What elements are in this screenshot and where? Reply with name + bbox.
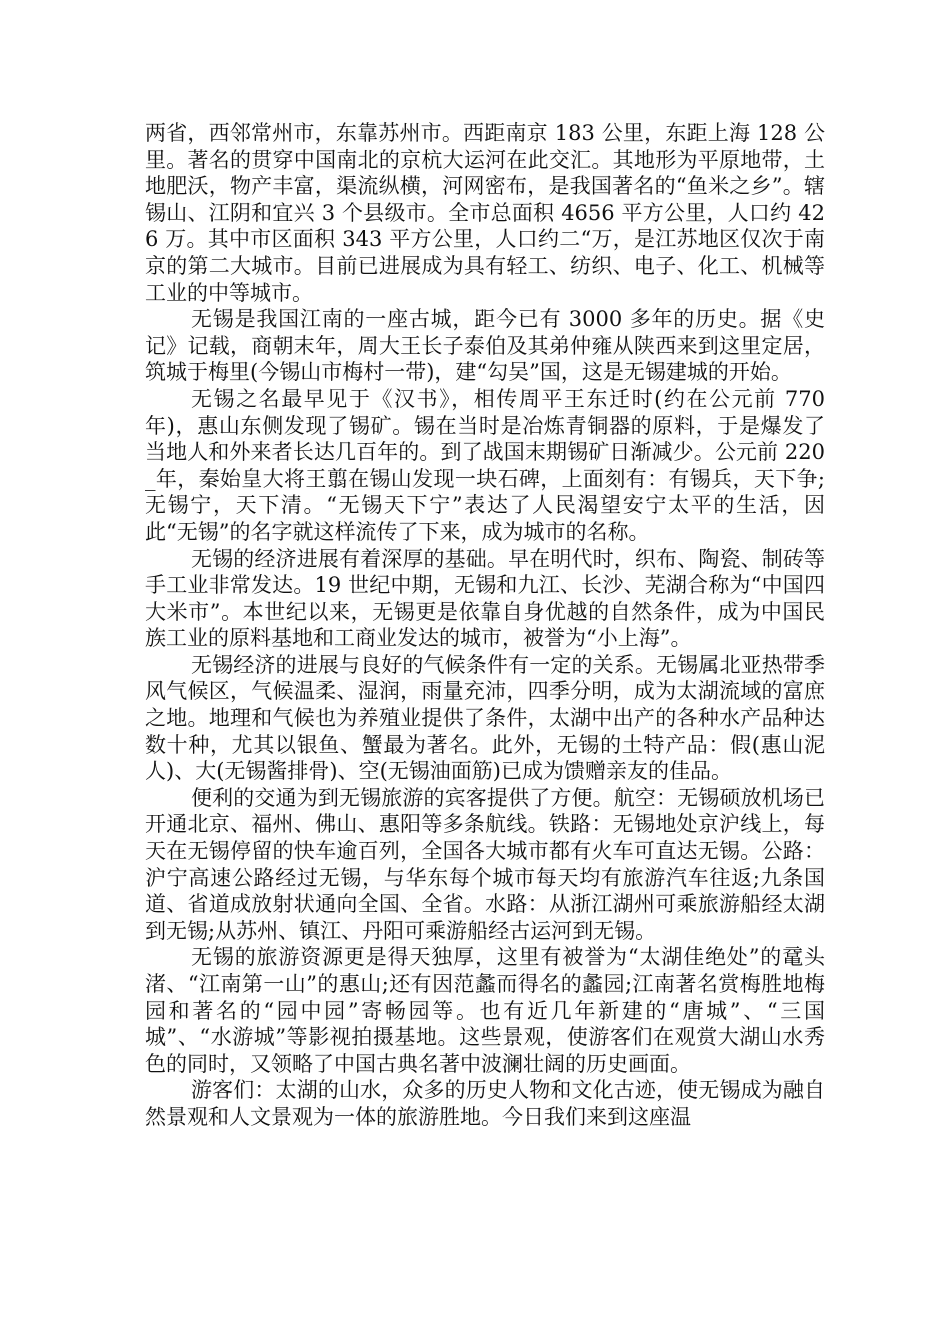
paragraph-tourism-resources: 无锡的旅游资源更是得天独厚，这里有被誉为“太湖佳绝处”的鼋头渚、“江南第一山”的惠山;还有因范蠡而得名的蠡园;江南著名赏梅胜地梅园和著名的“园中园”寄畅园等。也有近几年新建的“唐城”、“三国城”、“水游城”等影视拍摄基地。这些景观，使游客们在观赏大湖山水秀色的同时，又领略了中国古典名著中波澜壮阔的历史画面。 bbox=[145, 945, 825, 1076]
paragraph-transport: 便利的交通为到无锡旅游的宾客提供了方便。航空：无锡硕放机场已开通北京、福州、佛山、惠阳等多条航线。铁路：无锡地处京沪线上，每天在无锡停留的快车逾百列，全国各大城市都有火车可直达无锡。公路：沪宁高速公路经过无锡，与华东每个城市每天均有旅游汽车往返;九条国道、省道成放射状通向全国、全省。水路：从浙江湖州可乘旅游船经太湖到无锡;从苏州、镇江、丹阳可乘游船经古运河到无锡。 bbox=[145, 785, 825, 943]
paragraph-climate: 无锡经济的进展与良好的气候条件有一定的关系。无锡属北亚热带季风气候区，气候温柔、湿润，雨量充沛，四季分明，成为太湖流域的富庶之地。地理和气候也为养殖业提供了条件，太湖中出产的各种水产品种达数十种，尤其以银鱼、蟹最为著名。此外，无锡的土特产品：假(惠山泥人)、大(无锡酱排骨)、空(无锡油面筋)已成为馈赠亲友的佳品。 bbox=[145, 652, 825, 784]
paragraph-geography: 两省，西邻常州市，东靠苏州市。西距南京 183 公里，东距上海 128 公里。著名的贯穿中国南北的京杭大运河在此交汇。其地形为平原地带，土地肥沃，物产丰富，渠流纵横，河网密布，是我国著名的“鱼米之乡”。辖锡山、江阴和宜兴 3 个县级市。全市总面积 4656 平方公里，人口约 426 万。其中市区面积 343 平方公里，人口约二“万，是江苏地区仅次于南京的第二大城市。目前已进展成为具有轻工、纺织、电子、化工、机械等工业的中等城市。 bbox=[145, 121, 825, 305]
paragraph-name-origin: 无锡之名最早见于《汉书》，相传周平王东迁时(约在公元前 770 年)，惠山东侧发现了锡矿。锡在当时是冶炼青铜器的原料，于是爆发了当地人和外来者长达几百年的。到了战国末期锡矿日渐减少。公元前 220_年，秦始皇大将王翦在锡山发现一块石碑，上面刻有：有锡兵，天下争;无锡宁，天下清。“无锡天下宁”表达了人民渴望安宁太平的生活，因此“无锡”的名字就这样流传了下来，成为城市的名称。 bbox=[145, 386, 825, 544]
paragraph-ancient-city: 无锡是我国江南的一座古城，距今已有 3000 多年的历史。据《史记》记载，商朝末年，周大王长子泰伯及其弟仲雍从陕西来到这里定居，筑城于梅里(今锡山市梅村一带)，建“勾吴”国，这是无锡建城的开始。 bbox=[145, 307, 825, 385]
paragraph-economy: 无锡的经济进展有着深厚的基础。早在明代时，织布、陶瓷、制砖等手工业非常发达。19 世纪中期，无锡和九江、长沙、芜湖合称为“中国四大米市”。本世纪以来，无锡更是依靠自身优越的自然条件，成为中国民族工业的原料基地和工商业发达的城市，被誉为“小上海”。 bbox=[145, 546, 825, 651]
paragraph-closing: 游客们：太湖的山水，众多的历史人物和文化古迹，使无锡成为融自然景观和人文景观为一体的旅游胜地。今日我们来到这座温 bbox=[145, 1078, 825, 1129]
document-body bbox=[145, 120, 825, 1131]
